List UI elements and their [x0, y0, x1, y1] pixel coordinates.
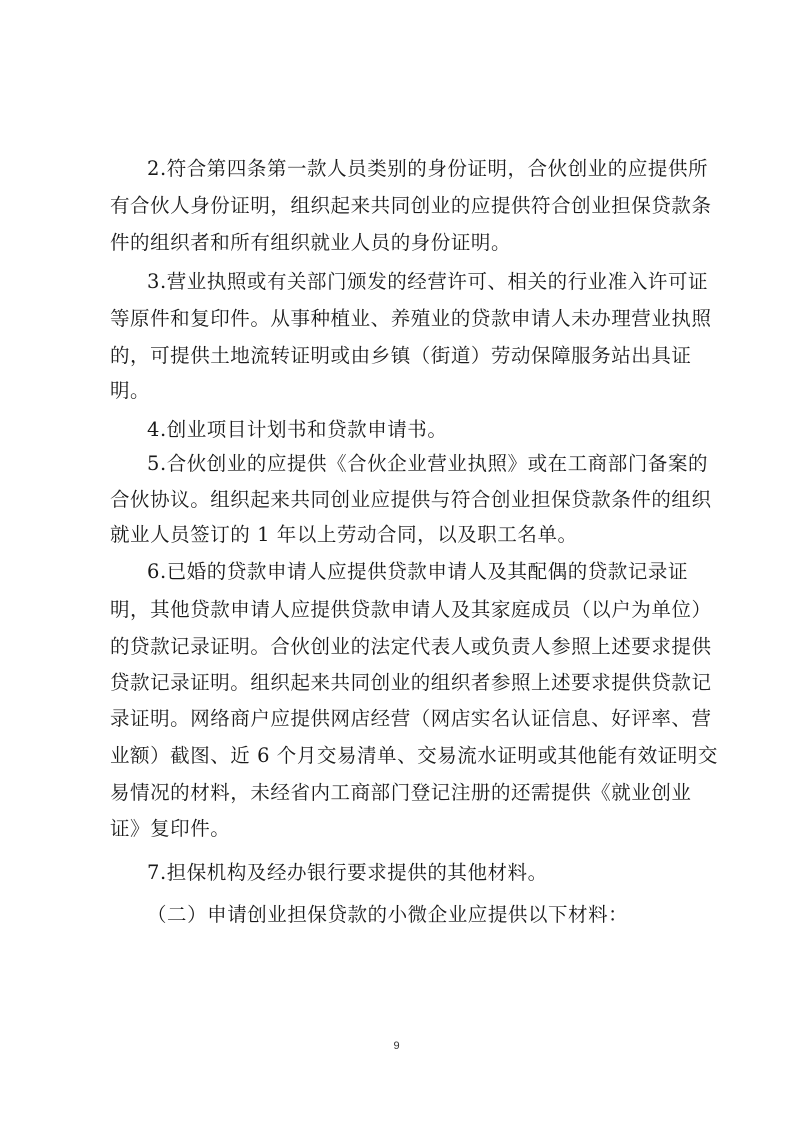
page-number: 9 [393, 1040, 400, 1052]
text-line: 有合伙人身份证明，组织起来共同创业的应提供符合创业担保贷款条 [110, 194, 712, 217]
text-line: 件的组织者和所有组织就业人员的身份证明。 [110, 231, 512, 254]
text-line: 明。 [110, 379, 151, 402]
text-line: 2.符合第四条第一款人员类别的身份证明，合伙创业的应提供所 [147, 157, 709, 180]
text-line: 5.合伙创业的应提供《合伙企业营业执照》或在工商部门备案的 [147, 452, 709, 475]
text-line: 易情况的材料，未经省内工商部门登记注册的还需提供《就业创业 [110, 781, 692, 804]
text-line: 就业人员签订的 1 年以上劳动合同，以及职工名单。 [110, 523, 578, 546]
text-line: 明，其他贷款申请人应提供贷款申请人及其家庭成员（以户为单位） [110, 598, 712, 621]
text-line: 业额）截图、近 6 个月交易清单、交易流水证明或其他能有效证明交 [110, 744, 718, 767]
text-line: 4.创业项目计划书和贷款申请书。 [147, 418, 448, 441]
text-line: 的贷款记录证明。合伙创业的法定代表人或负责人参照上述要求提供 [110, 635, 712, 658]
text-line: （二）申请创业担保贷款的小微企业应提供以下材料： [147, 903, 629, 926]
text-line: 贷款记录证明。组织起来共同创业的组织者参照上述要求提供贷款记 [110, 671, 712, 694]
text-line: 7.担保机构及经办银行要求提供的其他材料。 [147, 861, 548, 884]
text-line: 6.已婚的贷款申请人应提供贷款申请人及其配偶的贷款记录证 [147, 560, 689, 583]
text-line: 录证明。网络商户应提供网店经营（网店实名认证信息、好评率、营 [110, 707, 712, 730]
text-line: 等原件和复印件。从事种植业、养殖业的贷款申请人未办理营业执照 [110, 307, 712, 330]
text-line: 合伙协议。组织起来共同创业应提供与符合创业担保贷款条件的组织 [110, 488, 712, 511]
text-line: 证》复印件。 [110, 817, 231, 840]
text-line: 的，可提供土地流转证明或由乡镇（街道）劳动保障服务站出具证 [110, 344, 692, 367]
text-line: 3.营业执照或有关部门颁发的经营许可、相关的行业准入许可证 [147, 270, 709, 293]
